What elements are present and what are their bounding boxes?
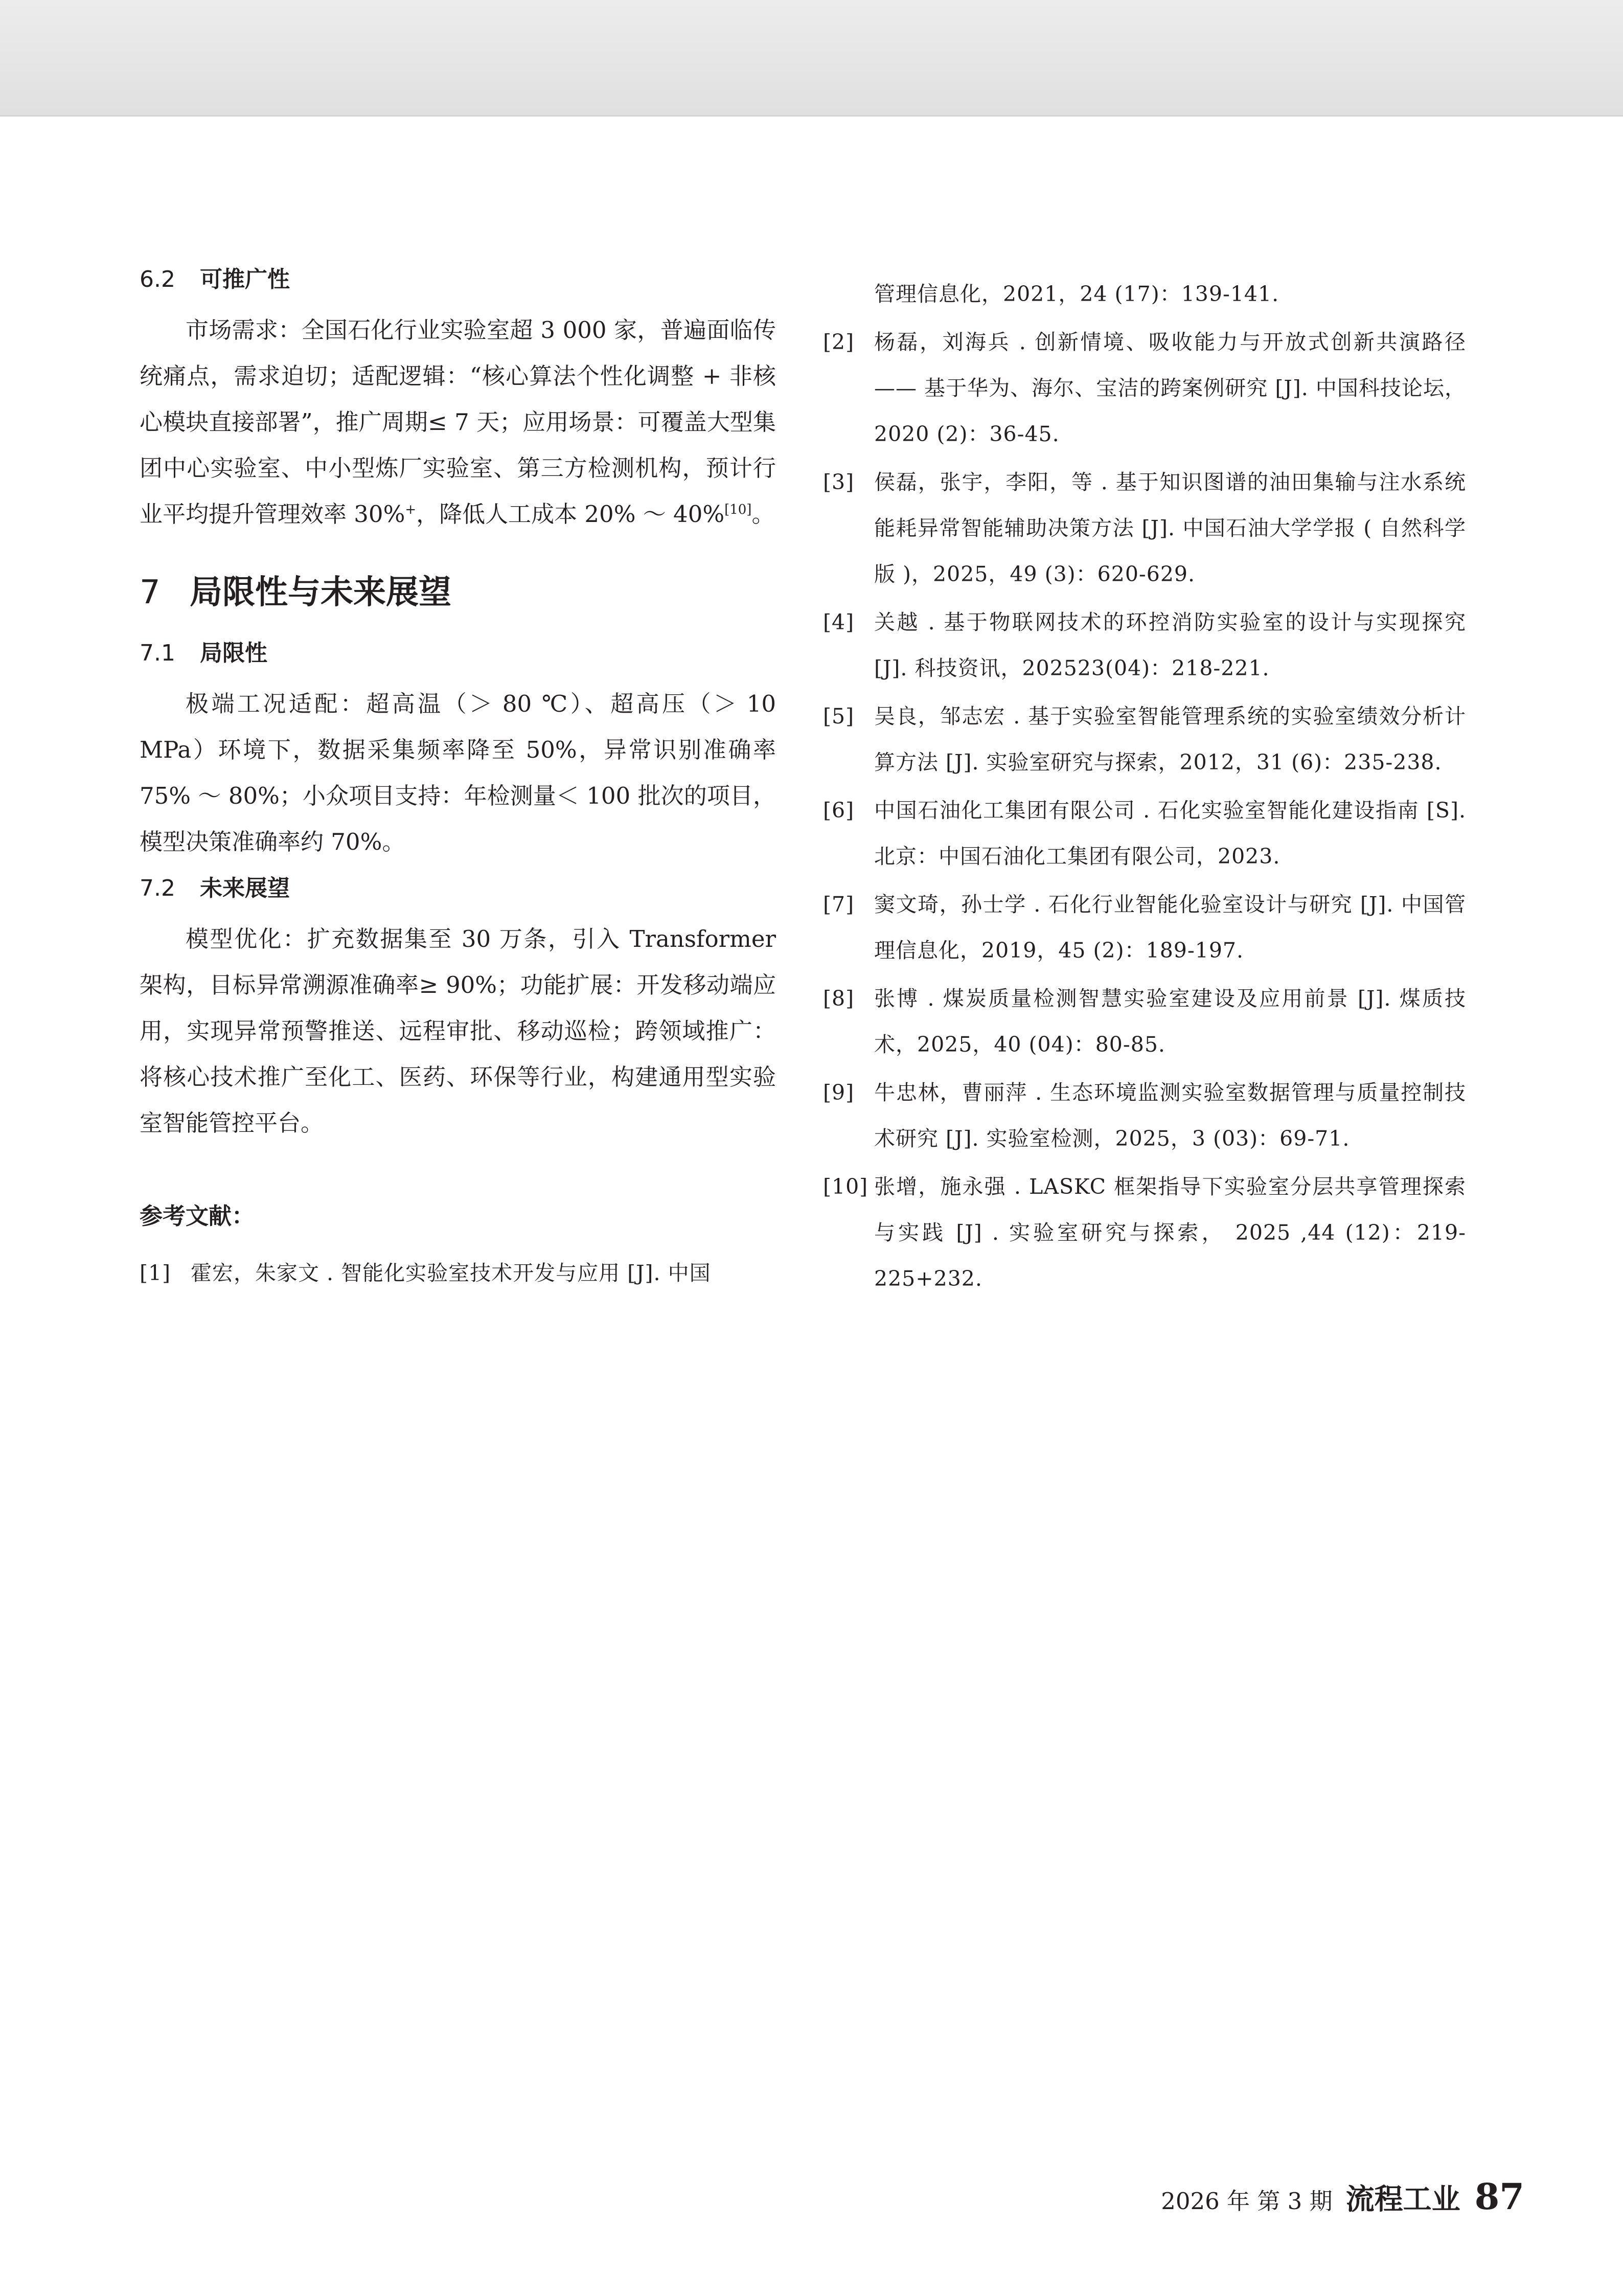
paragraph-text: 。 <box>751 501 775 528</box>
reference-index: [5] <box>823 704 855 729</box>
reference-text: 牛忠林，曹丽萍 . 生态环境监测实验室数据管理与质量控制技术研究 [J]. 实验室检测，2025，3 (03)：69-71. <box>874 1080 1466 1151</box>
reference-index: [6] <box>823 798 855 823</box>
reference-index: [3] <box>823 470 855 494</box>
reference-text: 中国石油化工集团有限公司 . 石化实验室智能化建设指南 [S]. 北京：中国石油化工集团有限公司，2023. <box>874 798 1466 869</box>
superscript: + <box>405 502 417 517</box>
paragraph-limitations: 极端工况适配：超高温（＞ 80 ℃）、超高压（＞ 10 MPa）环境下，数据采集频率降至 50%，异常识别准确率 75% ～ 80%；小众项目支持：年检测量＜ 100 批次的项目，模型决策准确率约 70%。 <box>140 690 776 855</box>
reference-item <box>823 1070 1466 1162</box>
reference-index: [1] <box>140 1260 171 1285</box>
reference-item <box>823 975 1466 1067</box>
reference-text: 张博 . 煤炭质量检测智慧实验室建设及应用前景 [J]. 煤质技术，2025，40 (04)：80-85. <box>874 986 1466 1057</box>
reference-item <box>140 1250 776 1296</box>
section-number: 7.1 <box>140 640 175 666</box>
section-title: 可推广性 <box>200 266 290 292</box>
reference-index: [8] <box>823 986 855 1011</box>
paragraph-text: 市场需求：全国石化行业实验室超 3 000 家，普遍面临传统痛点，需求迫切；适配逻辑：“核心算法个性化调整 + 非核心模块直接部署”，推广周期≤ 7 天；应用场景：可覆盖大型集团中心实验室、中小型炼厂实验室、第三方检测机构，预计行业平均提升管理效率 30% <box>140 316 776 528</box>
section-number: 7.2 <box>140 875 175 901</box>
reference-list <box>823 319 1466 1302</box>
section-7-heading <box>140 573 776 612</box>
reference-item <box>823 459 1466 597</box>
citation-superscript: [10] <box>724 502 752 517</box>
reference-text: 关越 . 基于物联网技术的环控消防实验室的设计与实现探究 [J]. 科技资讯，202523(04)：218-221. <box>874 610 1466 680</box>
reference-text: 侯磊，张宇，李阳，等 . 基于知识图谱的油田集输与注水系统能耗异常智能辅助决策方法 [J]. 中国石油大学学报 ( 自然科学版 )，2025，49 (3)：620-629. <box>874 470 1466 586</box>
section-6-2-heading <box>140 258 776 301</box>
section-title: 局限性与未来展望 <box>190 574 451 611</box>
section-title: 局限性 <box>200 640 267 666</box>
page-footer <box>1161 2175 1524 2218</box>
reference-index: [9] <box>823 1080 855 1105</box>
reference-text: 杨磊，刘海兵 . 创新情境、吸收能力与开放式创新共演路径 —— 基于华为、海尔、宝洁的跨案例研究 [J]. 中国科技论坛，2020 (2)：36-45. <box>874 330 1466 446</box>
reference-text: 吴良，邹志宏 . 基于实验室智能管理系统的实验室绩效分析计算方法 [J]. 实验室研究与探索，2012，31 (6)：235-238. <box>874 704 1466 775</box>
section-7-1-heading <box>140 632 776 675</box>
reference-item <box>823 599 1466 691</box>
section-7-2-heading <box>140 867 776 910</box>
reference-item <box>823 787 1466 879</box>
reference-text: 窦文琦，孙士学 . 石化行业智能化验室设计与研究 [J]. 中国管理信息化，2019，45 (2)：189-197. <box>874 892 1466 963</box>
reference-text: 霍宏，朱家文 . 智能化实验室技术开发与应用 [J]. 中国 <box>191 1260 711 1285</box>
section-number: 7 <box>140 574 161 611</box>
reference-item <box>823 1164 1466 1302</box>
reference-continuation: 管理信息化，2021，24 (17)：139-141. <box>874 282 1279 306</box>
issue-label: 2026 年 第 3 期 <box>1161 2188 1333 2215</box>
page-header-band <box>0 0 1623 117</box>
left-column <box>140 258 776 1298</box>
section-number: 6.2 <box>140 266 175 292</box>
section-title: 未来展望 <box>200 875 290 901</box>
paragraph-outlook: 模型优化：扩充数据集至 30 万条，引入 Transformer 架构，目标异常溯源准确率≥ 90%；功能扩展：开发移动端应用，实现异常预警推送、远程审批、移动巡检；跨领域推广：将核心技术推广至化工、医药、环保等行业，构建通用型实验室智能管控平台。 <box>140 925 776 1136</box>
reference-index: [2] <box>823 330 855 354</box>
paragraph-text: ，降低人工成本 20% ～ 40% <box>416 501 725 528</box>
paragraph-promotion <box>140 307 776 537</box>
reference-item <box>823 693 1466 785</box>
reference-index: [4] <box>823 610 855 634</box>
references-heading: 参考文献： <box>140 1202 255 1230</box>
journal-name: 流程工业 <box>1345 2183 1460 2216</box>
reference-item <box>823 319 1466 457</box>
page-number: 87 <box>1474 2175 1524 2218</box>
right-column <box>823 271 1466 1304</box>
reference-text: 张增，施永强 . LASKC 框架指导下实验室分层共享管理探索与实践 [J] . 实验室研究与探索， 2025 ,44 (12)：219-225+232. <box>874 1174 1466 1291</box>
reference-index: [7] <box>823 892 855 917</box>
reference-item <box>823 881 1466 973</box>
reference-index: [10] <box>823 1174 868 1199</box>
